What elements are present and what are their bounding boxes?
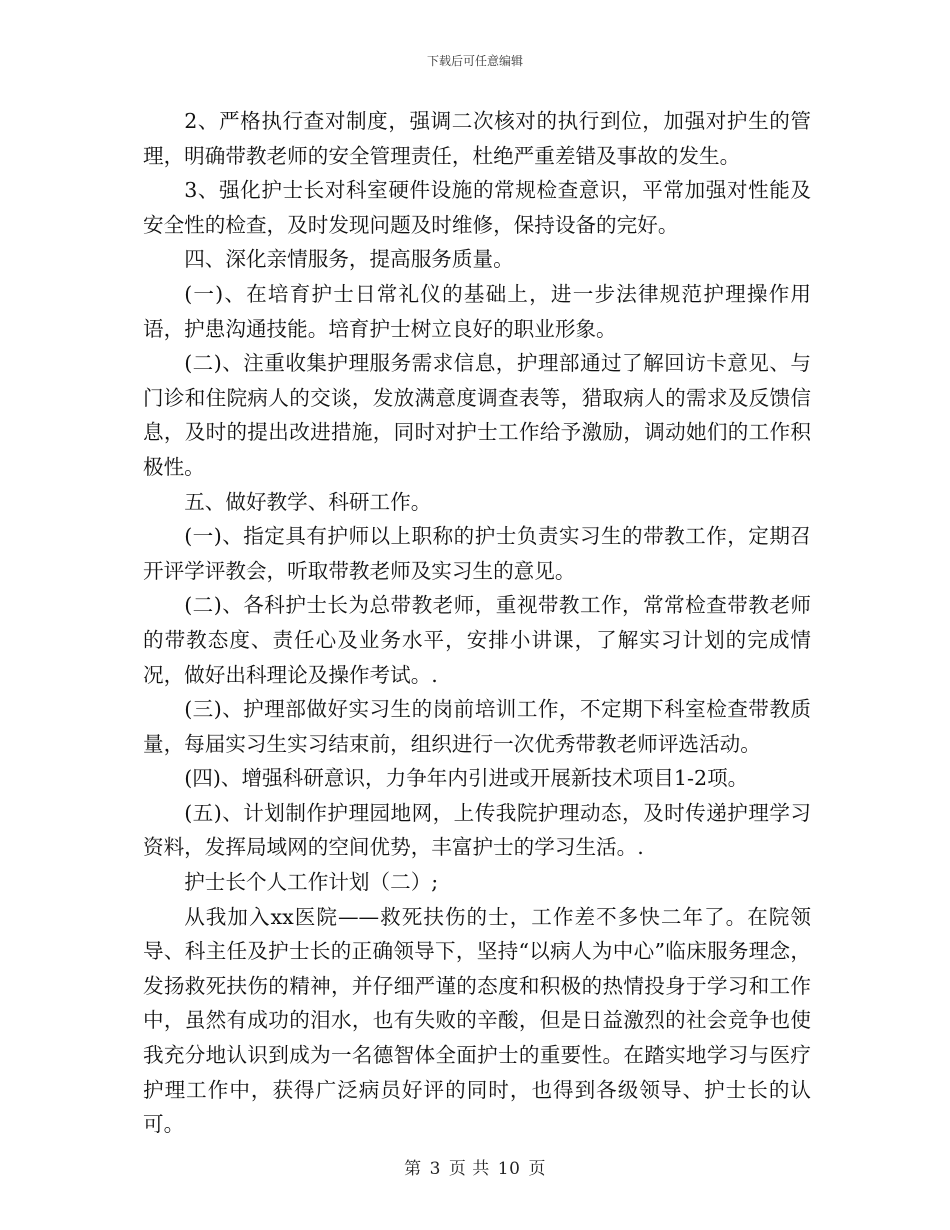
footer-mid: 页 共	[448, 1159, 490, 1179]
page-total: 10	[497, 1159, 521, 1179]
paragraph-9: (五)、计划制作护理园地网，上传我院护理动态，及时传递护理学习资料，发挥局域网的空间优势，丰富护士的学习生活。.	[143, 800, 811, 860]
plan-title-2: 护士长个人工作计划（二）;	[184, 870, 439, 895]
paragraph-7: (三)、护理部做好实习生的岗前培训工作，不定期下科室检查带教质量，每届实习生实习结束前，组织进行一次优秀带教老师评选活动。	[143, 697, 811, 756]
document-body	[143, 104, 811, 1142]
page-number: 3	[429, 1159, 441, 1179]
section-heading-4: 四、深化亲情服务，提高服务质量。	[184, 247, 514, 272]
footer-prefix: 第	[404, 1159, 422, 1179]
paragraph-10: 从我加入xx医院——救死扶伤的士，工作差不多快二年了。在院领导、科主任及护士长的正确领导下，坚持“以病人为中心”临床服务理念，发扬救死扶伤的精神，并仔细严谨的态度和积极的热情投身于学习和工作中，虽然有成功的泪水，也有失败的辛酸，但是日益激烈的社会竞争也使我充分地认识到成为一名德智体全面护士的重要性。在踏实地学习与医疗护理工作中，获得广泛病员好评的同时，也得到各级领导、护士长的认可。	[143, 904, 811, 1137]
paragraph-5: (一)、指定具有护师以上职称的护士负责实习生的带教工作，定期召开评学评教会，听取带教老师及实习生的意见。	[143, 524, 811, 583]
paragraph-8: (四)、增强科研意识，力争年内引进或开展新技术项目1-2项。	[184, 766, 749, 791]
page-footer	[0, 1154, 950, 1179]
paragraph-6: (二)、各科护士长为总带教老师，重视带教工作，常常检查带教老师的带教态度、责任心及业务水平，安排小讲课，了解实习计划的完成情况，做好出科理论及操作考试。.	[143, 593, 811, 687]
page-header: 下载后可任意编辑	[426, 54, 523, 68]
footer-suffix: 页	[528, 1159, 546, 1179]
paragraph-4: (二)、注重收集护理服务需求信息，护理部通过了解回访卡意见、与门诊和住院病人的交谈，发放满意度调查表等，猎取病人的需求及反馈信息，及时的提出改进措施，同时对护士工作给予激励，调动她们的工作积极性。	[143, 351, 811, 479]
paragraph-3: (一)、在培育护士日常礼仪的基础上，进一步法律规范护理操作用语，护患沟通技能。培育护士树立良好的职业形象。	[143, 281, 811, 341]
section-heading-5: 五、做好教学、科研工作。	[184, 489, 432, 514]
paragraph-2: 3、强化护士长对科室硬件设施的常规检查意识，平常加强对性能及安全性的检查，及时发现问题及时维修，保持设备的完好。	[143, 178, 811, 237]
paragraph-1: 2、严格执行查对制度，强调二次核对的执行到位，加强对护生的管理，明确带教老师的安全管理责任，杜绝严重差错及事故的发生。	[143, 109, 811, 168]
